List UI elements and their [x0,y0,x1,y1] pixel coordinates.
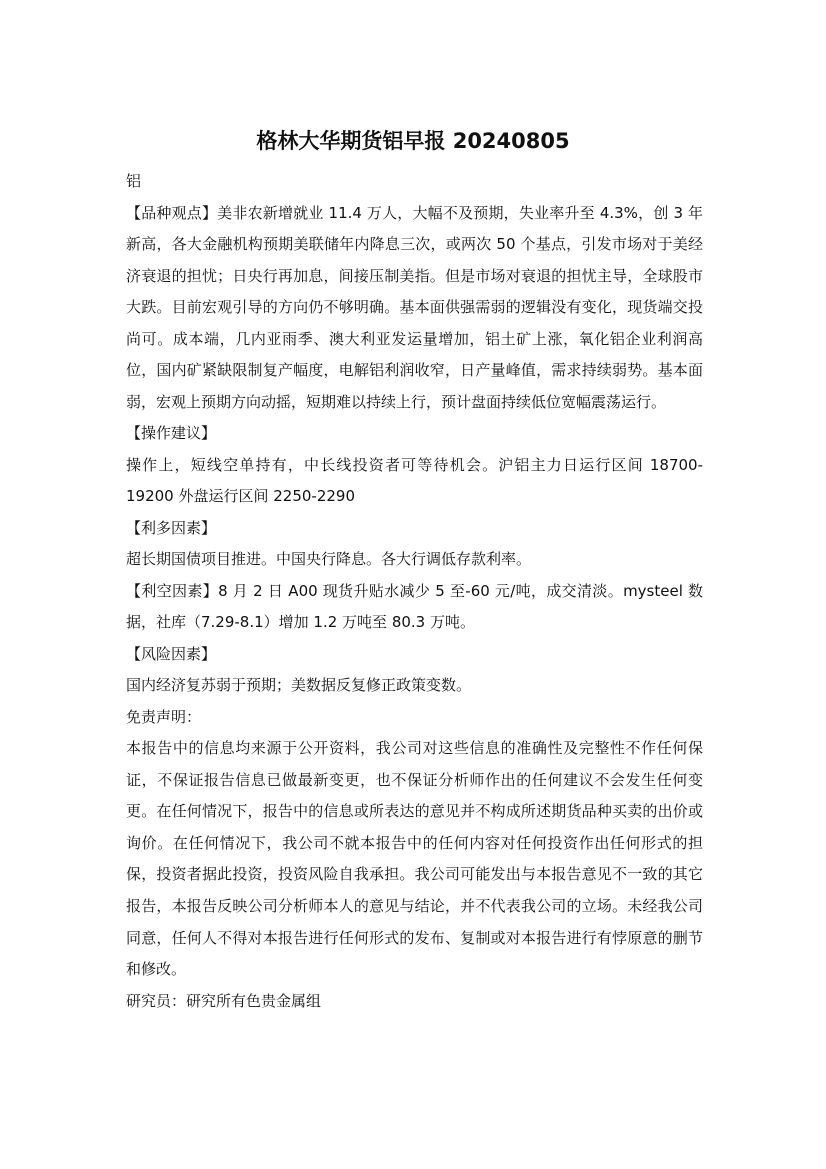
disclaimer-paragraph: 本报告中的信息均来源于公开资料，我公司对这些信息的准确性及完整性不作任何保证，不保证报告信息已做最新变更，也不保证分析师作出的任何建议不会发生任何变更。在任何情况下，报告中的信息或所表达的意见并不构成所述期货品种买卖的出价或询价。在任何情况下，我公司不就本报告中的任何内容对任何投资作出任何形式的担保，投资者据此投资，投资风险自我承担。我公司可能发出与本报告意见不一致的其它报告，本报告反映公司分析师本人的意见与结论，并不代表我公司的立场。未经我公司同意，任何人不得对本报告进行任何形式的发布、复制或对本报告进行有悖原意的删节和修改。 [126,739,703,979]
advice-paragraph: 操作上，短线空单持有，中长线投资者可等待机会。沪铝主力日运行区间 18700-19200 外盘运行区间 2250-2290 [126,455,703,505]
bullish-heading: 【利多因素】 [126,518,217,537]
researcher-line: 研究员：研究所有色贵金属组 [126,991,322,1010]
view-paragraph: 【品种观点】美非农新增就业 11.4 万人，大幅不及预期，失业率升至 4.3%，创 3 年新高，各大金融机构预期美联储年内降息三次，或两次 50 个基点，引发市场对于美经济衰退的担忧；日央行再加息，间接压制美指。但是市场对衰退的担忧主导，全球股市大跌。目前宏观引导的方向仍不够明确。基本面供强需弱的逻辑没有变化，现货端交投尚可。成本端，几内亚雨季、澳大利亚发运量增加，铝土矿上涨，氧化铝企业利润高位，国内矿紧缺限制复产幅度，电解铝利润收窄，日产量峰值，需求持续弱势。基本面弱，宏观上预期方向动摇，短期难以持续上行，预计盘面持续低位宽幅震荡运行。 [126,203,703,411]
bullish-paragraph: 超长期国债项目推进。中国央行降息。各大行调低存款利率。 [126,550,532,568]
risk-heading: 【风险因素】 [126,644,217,663]
risk-paragraph: 国内经济复苏弱于预期；美数据反复修正政策变数。 [126,676,472,694]
report-title: 格林大华期货铝早报 20240805 [256,129,570,153]
disclaimer-heading: 免责声明： [126,707,202,726]
advice-heading: 【操作建议】 [126,424,217,442]
report-body [126,166,703,1017]
commodity-label: 铝 [126,172,142,190]
bearish-paragraph: 【利空因素】8 月 2 日 A00 现货升贴水减少 5 至-60 元/吨，成交清淡。mysteel 数据，社库（7.29-8.1）增加 1.2 万吨至 80.3 万吨。 [126,581,703,631]
